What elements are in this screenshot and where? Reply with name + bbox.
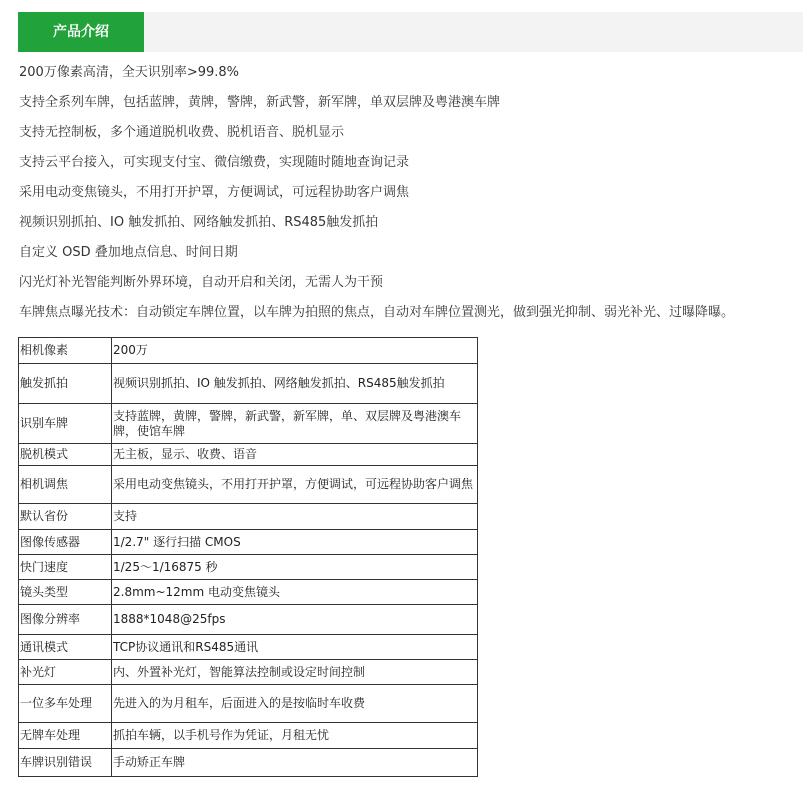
table-row: [19, 364, 478, 404]
feature-item: 200万像素高清，全天识别率>99.8%: [19, 65, 240, 80]
spec-label: 相机调焦: [19, 466, 112, 504]
feature-item: 自定义 OSD 叠加地点信息、时间日期: [19, 245, 238, 260]
spec-value: 支持: [112, 504, 478, 530]
spec-label: 脱机模式: [19, 444, 112, 466]
table-row: [19, 504, 478, 530]
spec-value: 采用电动变焦镜头，不用打开护罩，方便调试，可远程协助客户调焦: [112, 466, 478, 504]
feature-item: 视频识别抓拍、IO 触发抓拍、网络触发抓拍、RS485触发抓拍: [19, 215, 379, 230]
spec-value: 内、外置补光灯，智能算法控制或设定时间控制: [112, 660, 478, 685]
table-row: [19, 685, 478, 723]
spec-label: 图像传感器: [19, 530, 112, 555]
spec-value: 手动矫正车牌: [112, 749, 478, 777]
table-row: [19, 723, 478, 749]
spec-label: 识别车牌: [19, 404, 112, 444]
spec-label: 镜头类型: [19, 580, 112, 605]
spec-value: 1888*1048@25fps: [112, 605, 478, 635]
feature-item: 支持全系列车牌，包括蓝牌，黄牌，警牌，新武警，新军牌，单双层牌及粤港澳车牌: [19, 95, 501, 110]
spec-value: 视频识别抓拍、IO 触发抓拍、网络触发抓拍、RS485触发抓拍: [112, 364, 478, 404]
table-row: [19, 466, 478, 504]
feature-item: 采用电动变焦镜头，不用打开护罩，方便调试，可远程协助客户调焦: [19, 185, 410, 200]
table-row: [19, 338, 478, 364]
spec-value: 2.8mm~12mm 电动变焦镜头: [112, 580, 478, 605]
table-row: [19, 530, 478, 555]
table-row: [19, 605, 478, 635]
spec-value: 1/25～1/16875 秒: [112, 555, 478, 580]
table-row: [19, 404, 478, 444]
spec-label: 触发抓拍: [19, 364, 112, 404]
table-row: [19, 635, 478, 660]
spec-value: 抓拍车辆，以手机号作为凭证，月租无忧: [112, 723, 478, 749]
spec-label: 相机像素: [19, 338, 112, 364]
table-row: [19, 660, 478, 685]
spec-label: 快门速度: [19, 555, 112, 580]
spec-value: 先进入的为月租车，后面进入的是按临时车收费: [112, 685, 478, 723]
tab-product-intro[interactable]: 产品介绍: [18, 12, 144, 52]
spec-label: 通讯模式: [19, 635, 112, 660]
spec-label: 车牌识别错误: [19, 749, 112, 777]
spec-label: 图像分辨率: [19, 605, 112, 635]
spec-label: 默认省份: [19, 504, 112, 530]
feature-item: 闪光灯补光智能判断外界环境，自动开启和关闭，无需人为干预: [19, 275, 384, 290]
table-row: [19, 444, 478, 466]
spec-label: 补光灯: [19, 660, 112, 685]
feature-list: [19, 58, 803, 328]
spec-value: 200万: [112, 338, 478, 364]
spec-value: 1/2.7" 逐行扫描 CMOS: [112, 530, 478, 555]
spec-value: TCP协议通讯和RS485通讯: [112, 635, 478, 660]
table-row: [19, 749, 478, 777]
table-row: [19, 580, 478, 605]
table-row: [19, 555, 478, 580]
tab-bar: [18, 12, 803, 52]
spec-value: 支持蓝牌，黄牌，警牌，新武警，新军牌，单、双层牌及粤港澳车牌，使馆车牌: [112, 404, 478, 444]
feature-item: 支持无控制板，多个通道脱机收费、脱机语音、脱机显示: [19, 125, 345, 140]
feature-item: 车牌焦点曝光技术：自动锁定车牌位置，以车牌为拍照的焦点，自动对车牌位置测光，做到强光抑制、弱光补光、过曝降曝。: [19, 305, 735, 320]
spec-table: [18, 337, 478, 777]
spec-value: 无主板，显示、收费、语音: [112, 444, 478, 466]
spec-label: 一位多车处理: [19, 685, 112, 723]
spec-label: 无牌车处理: [19, 723, 112, 749]
feature-item: 支持云平台接入，可实现支付宝、微信缴费，实现随时随地查询记录: [19, 155, 410, 170]
